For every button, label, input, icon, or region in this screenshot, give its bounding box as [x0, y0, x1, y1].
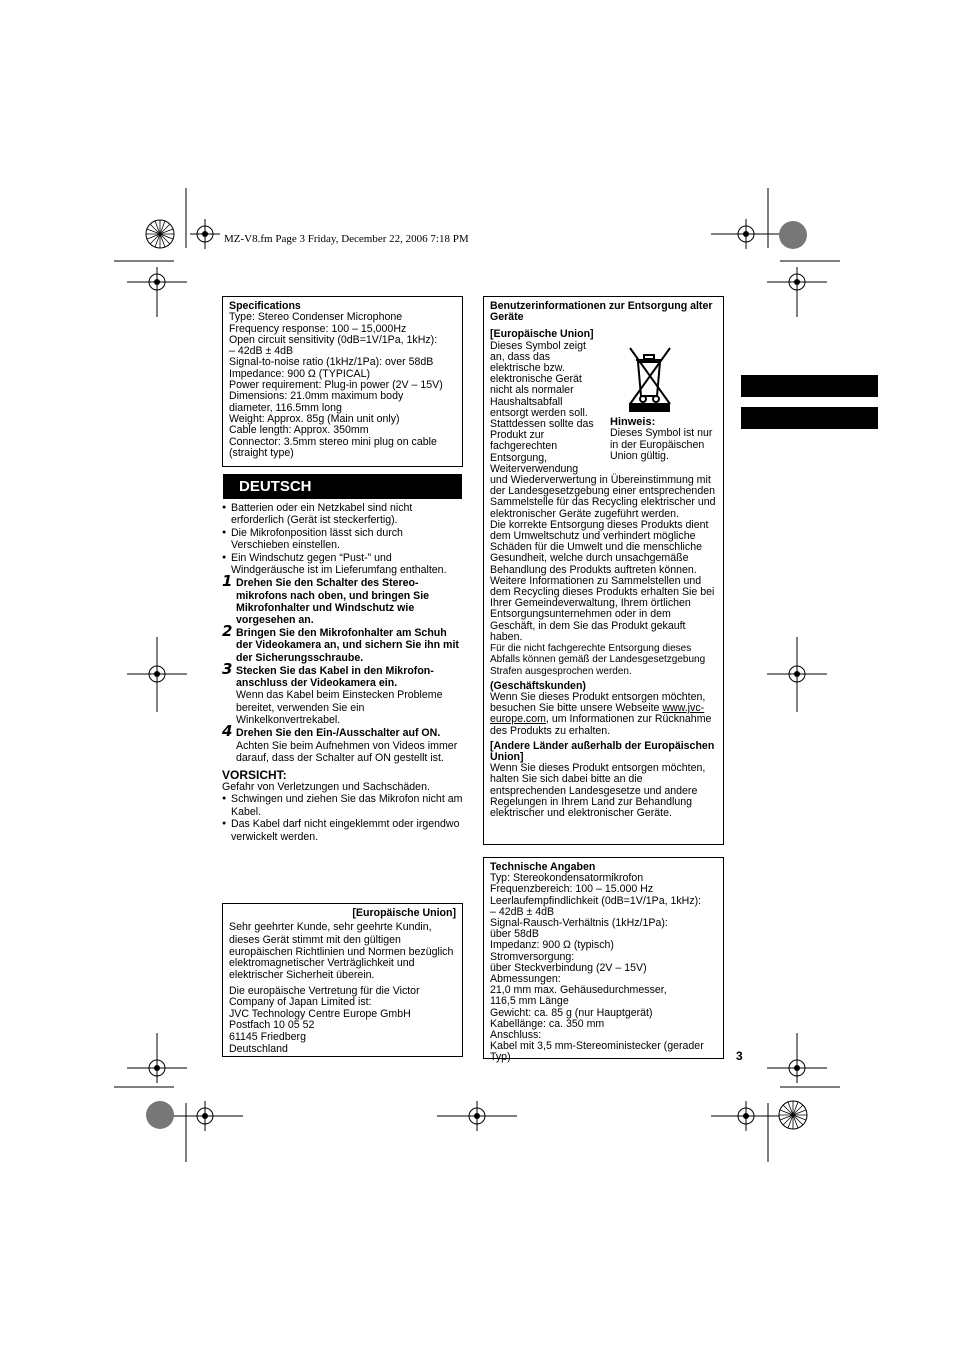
- step-number: 4: [222, 722, 233, 741]
- technical-data-title: Technische Angaben: [490, 861, 596, 873]
- intro-bullets: [222, 502, 464, 576]
- disposal-business-text: [490, 692, 717, 737]
- left-column: [222, 502, 464, 843]
- hinweis-text: Dieses Symbol ist nur in der Europäischen Union gültig.: [610, 427, 713, 462]
- step-title: Drehen Sie den Schalter des Stereo-mikrofons nach oben, und bringen Sie Mikrofonhalter und Windschutz wie vorgesehen an.: [236, 577, 430, 627]
- spec-line: Impedance: 900 Ω (TYPICAL): [229, 367, 370, 380]
- section-title-deutsch: DEUTSCH: [223, 474, 462, 499]
- spec-line: Connector: 3.5mm stereo mini plug on cable: [229, 435, 437, 448]
- tech-line: Kabellänge: ca. 350 mm: [490, 1017, 605, 1030]
- tech-line: – 42dB ± 4dB: [490, 905, 555, 918]
- tech-line: Abmessungen:: [490, 973, 561, 986]
- section-tab-bottom: [741, 407, 878, 429]
- step-title: Bringen Sie den Mikrofonhalter am Schuh der Videokamera an, und sichern Sie ihn mit der Sicherungsschraube.: [236, 627, 459, 664]
- caution-title: VORSICHT:: [222, 767, 287, 782]
- steps-list: [222, 572, 464, 765]
- tech-line: Gewicht: ca. 85 g (nur Hauptgerät): [490, 1006, 653, 1019]
- step-item: [222, 622, 464, 664]
- disposal-para-penalty: Für die nicht fachgerechte Entsorgung dieses Abfalls können gemäß der Landesgesetzgebung Strafen ausgesprochen werden.: [490, 643, 706, 677]
- disposal-other-text: Wenn Sie dieses Produkt entsorgen möchten, halten Sie sich dabei bitte an die entsprechenden Landesgesetze und andere Regelungen in Ihrem Land zur Behandlung elektrischer und elektronischer Geräte.: [490, 762, 706, 819]
- tech-line: Anschluss:: [490, 1029, 542, 1042]
- address-line: 61145 Friedberg: [229, 1030, 306, 1043]
- disposal-eu-text-wide: und Wiederverwertung in Übereinstimmung mit der Landesgesetzgebung einer entsprechenden Sammelstelle für das Recycling elektrischer und elektronischer Geräte zugeführt werden.: [490, 474, 716, 520]
- spec-line: Dimensions: 21.0mm maximum body: [229, 390, 404, 403]
- step-number: 2: [222, 622, 233, 641]
- spec-line: Cable length: Approx. 350mm: [229, 424, 369, 437]
- disposal-business-heading: (Geschäftskunden): [490, 679, 586, 692]
- tech-line: Frequenzbereich: 100 – 15.000 Hz: [490, 883, 654, 896]
- tech-line: Leerlaufempfindlichkeit (0dB=1V/1Pa, 1kHz):: [490, 894, 702, 907]
- intro-bullet: ● Batterien oder ein Netzkabel sind nicht erforderlich (Gerät ist steckerfertig).: [222, 502, 464, 527]
- disposal-eu-text-narrow: Dieses Symbol zeigt an, dass das elektrische bzw. elektronische Gerät nicht als normaler Haushaltsabfall entsorgt werden soll. Stattdessen sollte das Produkt zur fachgerechten Entsorgung, Weiterverwendung: [490, 339, 594, 475]
- intro-bullet: ● Die Mikrofonposition lässt sich durch Verschieben einstellen.: [222, 527, 464, 552]
- specifications-lines: [229, 312, 456, 459]
- specifications-box: [222, 296, 463, 467]
- page-number: 3: [736, 1049, 743, 1063]
- section-tab-top: [741, 375, 878, 397]
- tech-line: Impedanz: 900 Ω (typisch): [490, 939, 614, 952]
- address-line: Company of Japan Limited ist:: [229, 996, 372, 1009]
- hinweis-note: [610, 417, 722, 462]
- tech-line: Signal-Rausch-Verhältnis (1kHz/1Pa):: [490, 917, 668, 930]
- address-line: Die europäische Vertretung für die Victor: [229, 984, 420, 997]
- step-number: 1: [222, 572, 233, 591]
- tech-line: Kabel mit 3,5 mm-Stereoministecker (gerader Typ): [490, 1040, 704, 1064]
- disposal-info-box: [483, 296, 724, 845]
- spec-line: – 42dB ± 4dB: [229, 345, 294, 358]
- tech-line: Stromversorgung:: [490, 950, 575, 963]
- step-description: Wenn das Kabel beim Einstecken Probleme bereitet, verwenden Sie ein Winkelkonvertrekabel.: [236, 689, 443, 727]
- technical-data-box: [483, 857, 724, 1064]
- address-line: JVC Technology Centre Europe GmbH: [229, 1007, 411, 1020]
- eu-declaration-box: [222, 903, 463, 1057]
- spec-line: (straight type): [229, 446, 294, 459]
- disposal-para-info: Weitere Informationen zu Sammelstellen und dem Recycling dieses Produkts erhalten Sie bei Ihrer Gemeindeverwaltung, Ihrem örtlichen Entsorgungsunternehmen oder in dem Geschäft, in dem Sie das Produkt gekauft haben.: [490, 574, 715, 643]
- bin-underline-bar: [629, 403, 670, 412]
- disposal-eu-heading: [Europäische Union]: [490, 328, 594, 341]
- tech-line: über 58dB: [490, 928, 539, 941]
- step-item: [222, 659, 464, 727]
- step-description: Achten Sie beim Aufnehmen von Videos immer darauf, dass der Schalter auf ON gestellt ist.: [236, 739, 458, 765]
- address-line: Deutschland: [229, 1042, 288, 1055]
- caution-bullet: ● Das Kabel darf nicht eingeklemmt oder irgendwo verwickelt werden.: [222, 818, 464, 843]
- disposal-business-post: , um Informationen zur Rücknahme des Produkts zu erhalten.: [490, 713, 712, 737]
- eu-box-compliance: dieses Gerät stimmt mit den gültigen europäischen Richtlinien und Normen bezüglich elektromagnetischer Verträglichkeit und elektrischer Sicherheit überein.: [229, 934, 454, 981]
- eu-box-heading: [Europäische Union]: [352, 907, 456, 919]
- step-item: [222, 722, 464, 765]
- step-number: 3: [222, 659, 233, 678]
- tech-line: über Steckverbindung (2V – 15V): [490, 961, 647, 974]
- spec-line: Open circuit sensitivity (0dB=1V/1Pa, 1kHz):: [229, 333, 438, 346]
- spec-line: Frequency response: 100 – 15,000Hz: [229, 322, 407, 335]
- disposal-other-heading: [Andere Länder außerhalb der Europäischen Union]: [490, 739, 715, 763]
- step-title: Stecken Sie das Kabel in den Mikrofon-anschluss der Videokamera ein.: [236, 664, 434, 690]
- eu-box-greeting: Sehr geehrter Kunde, sehr geehrte Kundin,: [229, 920, 432, 933]
- step-item: [222, 572, 464, 627]
- spec-line: diameter, 116.5mm long: [229, 401, 342, 414]
- intro-bullet: ● Ein Windschutz gegen “Pust-” und Windgeräusche ist im Lieferumfang enthalten.: [222, 552, 464, 577]
- spec-line: Type: Stereo Condenser Microphone: [229, 311, 403, 324]
- address-line: Postfach 10 05 52: [229, 1019, 315, 1032]
- disposal-title: Benutzerinformationen zur Entsorgung alter Geräte: [490, 300, 713, 324]
- disposal-para-environment: Die korrekte Entsorgung dieses Produkts dient dem Umweltschutz und verhindert mögliche Schäden für die Umwelt und die menschliche Gesundheit, welche durch unsachgemäße Behandlung des Produkts auftreten können.: [490, 518, 709, 576]
- file-header: MZ-V8.fm Page 3 Friday, December 22, 2006 7:18 PM: [224, 233, 469, 245]
- caution-text: Gefahr von Verletzungen und Sachschäden.: [222, 780, 430, 793]
- spec-line: Power requirement: Plug-in power (2V – 15V): [229, 379, 443, 392]
- tech-line: 21,0 mm max. Gehäusedurchmesser,: [490, 984, 667, 997]
- caution-bullet: ● Schwingen und ziehen Sie das Mikrofon nicht am Kabel.: [222, 793, 464, 818]
- step-title: Drehen Sie den Ein-/Ausschalter auf ON.: [236, 727, 441, 740]
- technical-data-lines: [490, 873, 717, 1063]
- jvc-europe-link[interactable]: www.jvc-europe.com: [490, 702, 705, 726]
- spec-line: Signal-to-noise ratio (1kHz/1Pa): over 58dB: [229, 356, 434, 369]
- specifications-title: Specifications: [229, 300, 301, 312]
- tech-line: Typ: Stereokondensatormikrofon: [490, 872, 644, 885]
- caution-bullets: [222, 793, 464, 843]
- spec-line: Weight: Approx. 85g (Main unit only): [229, 412, 400, 425]
- tech-line: 116,5 mm Länge: [490, 995, 569, 1008]
- eu-box-address: [229, 986, 456, 1056]
- hinweis-title: Hinweis:: [610, 416, 656, 428]
- disposal-business-pre: Wenn Sie dieses Produkt entsorgen möchten, besuchen Sie bitte unsere Webseite: [490, 690, 706, 715]
